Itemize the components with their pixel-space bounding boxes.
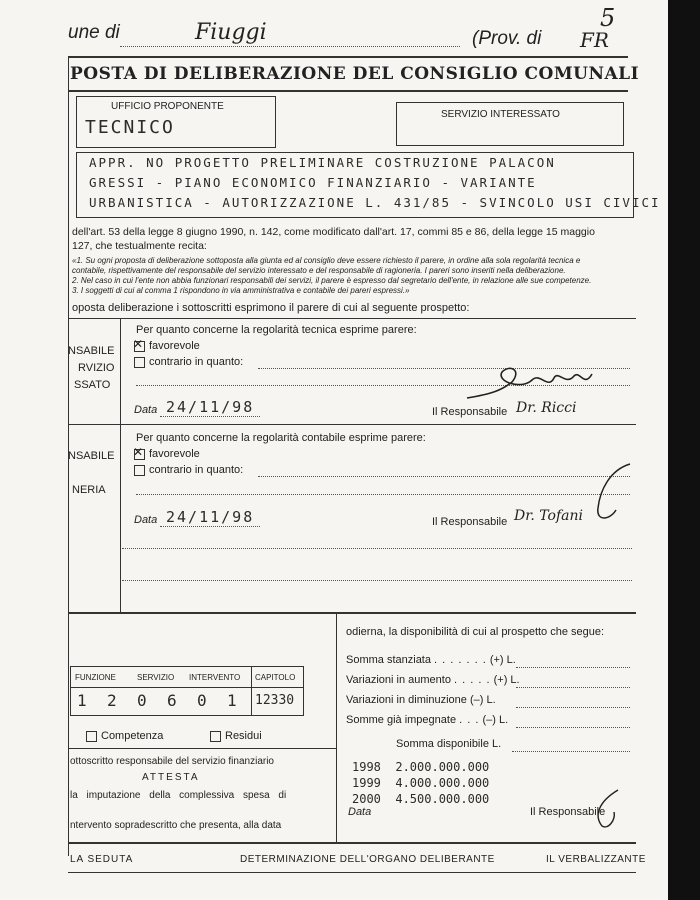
attesta-line-3: ntervento sopradescritto che presenta, alla data [70,820,282,831]
bilancio-row-4-label: Somme già impegnate [346,714,457,726]
footer-right: IL VERBALIZZANTE [546,854,646,865]
code-digit-5: 0 [197,691,209,710]
amount-year-1: 1998 [352,760,381,774]
section-rule-2 [68,424,636,425]
contabile-side-1: NSABILE [68,450,115,462]
code-table [70,666,304,716]
tecnica-data-value: 24/11/98 [166,398,255,416]
prov-value: FR [580,28,609,52]
code-table-divider [251,667,252,715]
bilancio-row-3-label: Variazioni in diminuzione [346,694,467,706]
quote-line-1: «1. Su ogni proposta di deliberazione sottoposta alla giunta ed al consiglio deve essere richiesto il parere, in ordine alla sola regolarità tecnica e [72,256,581,265]
bilancio-divider [336,612,337,842]
code-header-intervento: INTERVENTO [189,673,241,682]
servizio-interessato-label: SERVIZIO INTERESSATO [441,109,560,120]
tecnica-contrario-checkbox[interactable] [134,357,145,368]
residui-checkbox[interactable] [210,731,221,742]
quote-line-4: 3. I soggetti di cui al comma 1 rispondono in via amministrativa e contabile dei pareri espressi.» [72,286,410,295]
code-digit-3: 0 [137,691,149,710]
amount-row-3 [352,792,489,806]
code-digit-2: 2 [107,691,119,710]
document-title: POSTA DI DELIBERAZIONE DEL CONSIGLIO COMUNALI [70,64,640,84]
contabile-dotline-1 [258,476,630,477]
amount-row-1 [352,760,489,774]
tecnica-favorevole-label: favorevole [149,340,200,352]
bilancio-disponibile-currency: L. [492,738,502,750]
code-header-servizio: SERVIZIO [137,673,175,682]
ufficio-proponente-label: UFFICIO PROPONENTE [111,101,224,112]
contabile-data-value: 24/11/98 [166,508,255,526]
page-number: 5 [600,4,616,32]
bilancio-row-4: Somme già impegnate . . . (–) L. [346,714,509,726]
intro-line-3: oposta deliberazione i sottoscritti esprimono il parere di cui al seguente prospetto: [72,302,470,314]
tecnica-resp-value: Dr. Ricci [516,400,577,416]
bilancio-row-3 [346,694,496,706]
bilancio-row-1-sign: (+) [489,654,504,666]
tecnica-resp-label: Il Responsabile [432,406,508,418]
code-header-funzione: FUNZIONE [75,673,116,682]
ufficio-proponente-box [76,96,276,148]
bilancio-row-1: Somma stanziata . . . . . . . (+) L. [346,654,516,666]
attesta-data-label: Data [348,806,372,818]
bilancio-row-2-currency: L. [510,674,520,686]
contabile-extra-dotline-2 [122,580,632,581]
tecnica-side-1: NSABILE [68,345,115,357]
amount-value-2: 4.000.000.000 [395,776,490,790]
code-digit-1: 1 [77,691,89,710]
bilancio-row-1-currency: L. [506,654,516,666]
bilancio-row-4-dotline [516,727,630,728]
comune-prefix: une di [68,22,120,43]
tecnica-favorevole-row [134,340,200,352]
servizio-interessato-box [396,102,624,146]
bilancio-row-1-label: Somma stanziata [346,654,431,666]
section-rule-1 [68,318,636,319]
ufficio-proponente-value: TECNICO [85,117,175,138]
amount-year-2: 1999 [352,776,381,790]
comune-dotline [120,46,460,47]
bilancio-intro: odierna, la disponibilità di cui al prospetto che segue: [346,626,605,638]
contabile-favorevole-checkbox[interactable] [134,449,145,460]
quote-line-2: contabile, rispettivamente del responsabile del servizio interessato e del responsabile di ragioneria. I pareri sono inseriti nella deliberazione. [72,266,566,275]
contabile-data-label: Data [134,514,158,526]
pareri-divider [120,318,121,614]
intro-line-2: 127, che testualmente recita: [72,240,207,252]
tecnica-data-dotline [160,416,260,417]
residui-row [210,730,262,742]
bilancio-row-4-currency: L. [498,714,509,726]
bilancio-row-3-dotline [516,707,630,708]
bilancio-row-2-dotline [516,687,630,688]
tecnica-contrario-row [134,356,243,368]
code-table-rule [71,687,303,688]
contabile-contrario-row [134,464,243,476]
contabile-extra-dotline-1 [122,548,632,549]
attesta-rule [68,748,336,749]
contabile-side-2: NERIA [72,484,106,496]
competenza-label: Competenza [101,730,164,742]
attesta-signature-graphic [588,786,628,832]
quote-line-3: 2. Nel caso in cui l'ente non abbia funzionari responsabili dei servizi, il parere è espresso dal segretario dell'ente, in relazione alle sue competenze. [72,276,592,285]
bilancio-row-2-sign: (+) [493,674,508,686]
bilancio-disponibile [396,738,501,750]
title-bottom-rule [68,90,628,92]
contabile-resp-label: Il Responsabile [432,516,508,528]
contabile-favorevole-row [134,448,200,460]
attesta-resp-label: Il Responsabile [530,806,606,818]
residui-label: Residui [225,730,262,742]
tecnica-data-label: Data [134,404,158,416]
intro-line-1: dell'art. 53 della legge 8 giugno 1990, n. 142, come modificato dall'art. 17, commi 85 e 86, della legge 15 maggio [72,226,595,238]
tecnica-side-3: SSATO [74,379,111,391]
footer-rule [68,872,636,873]
section-rule-3 [68,612,636,614]
amount-year-3: 2000 [352,792,381,806]
comune-name: Fiuggi [195,20,267,45]
contabile-favorevole-label: favorevole [149,448,200,460]
subject-line-3: URBANISTICA - AUTORIZZAZIONE L. 431/85 - SVINCOLO USI CIVICI [89,195,661,210]
tecnica-contrario-label: contrario in quanto: [149,356,244,368]
subject-line-1: APPR. NO PROGETTO PRELIMINARE COSTRUZIONE PALACON [89,155,556,170]
contabile-contrario-label: contrario in quanto: [149,464,244,476]
competenza-checkbox[interactable] [86,731,97,742]
bilancio-disponibile-dotline [512,751,630,752]
code-digit-6: 1 [227,691,239,710]
contabile-question: Per quanto concerne la regolarità contabile esprime parere: [136,432,426,444]
bilancio-row-4-sign: (–) [482,714,496,726]
contabile-data-dotline [160,526,260,527]
contabile-dotline-2 [136,494,630,495]
bilancio-row-1-dotline [516,667,630,668]
subject-line-2: GRESSI - PIANO ECONOMICO FINANZIARIO - VARIANTE [89,175,537,190]
code-capitolo: 12330 [255,693,295,708]
bilancio-disponibile-label: Somma disponibile [396,738,489,750]
prov-prefix: (Prov. di [472,28,542,49]
attesta-title: ATTESTA [142,772,200,783]
contabile-resp-value: Dr. Tofani [514,508,583,524]
tecnica-question: Per quanto concerne la regolarità tecnica esprime parere: [136,324,417,336]
contabile-signature-graphic [580,460,640,530]
bilancio-row-3-sign: (–) [469,694,484,706]
bilancio-row-2-label: Variazioni in aumento [346,674,451,686]
footer-center: DETERMINAZIONE DELL'ORGANO DELIBERANTE [240,854,495,865]
competenza-row [86,730,163,742]
tecnica-signature-graphic [462,360,602,410]
scan-edge-strip [668,0,700,900]
tecnica-favorevole-checkbox[interactable] [134,341,145,352]
contabile-contrario-checkbox[interactable] [134,465,145,476]
code-digit-4: 6 [167,691,179,710]
amount-value-1: 2.000.000.000 [395,760,490,774]
attesta-line-2: la imputazione della complessiva spesa di [70,790,287,801]
amount-row-2 [352,776,489,790]
attesta-line-1: ottoscritto responsabile del servizio finanziario [70,756,274,767]
tecnica-side-2: RVIZIO [78,362,115,374]
title-top-rule [68,56,628,58]
oggetto-box [76,152,661,218]
section-rule-4 [68,842,636,844]
footer-left: LA SEDUTA [70,854,134,865]
amount-value-3: 4.500.000.000 [395,792,490,806]
bilancio-row-3-currency: L. [486,694,496,706]
bilancio-row-2: Variazioni in aumento . . . . . (+) L. [346,674,520,686]
code-header-capitolo: CAPITOLO [255,673,296,682]
